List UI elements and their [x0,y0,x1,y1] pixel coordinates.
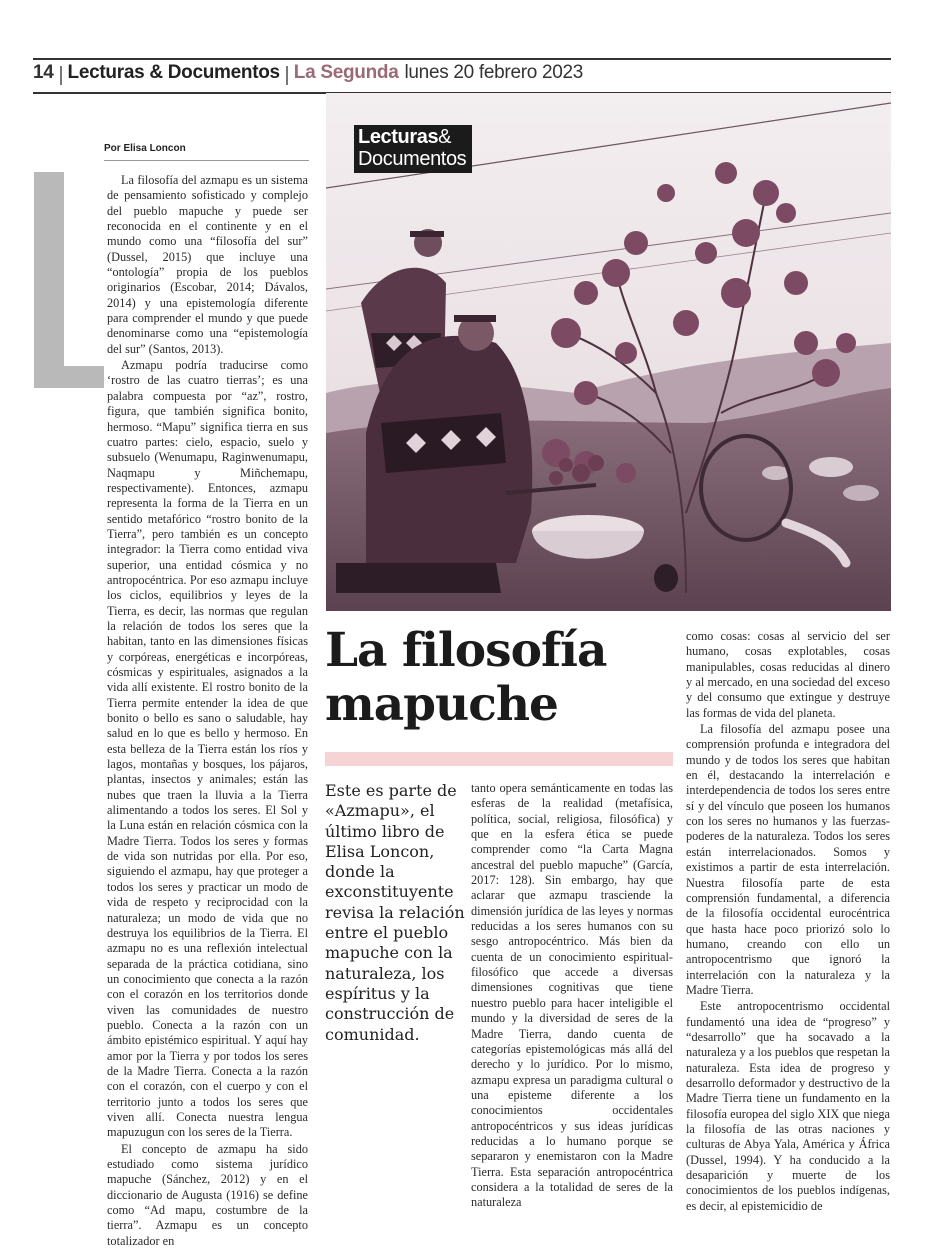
deck: Este es parte de «Azmapu», el último libro de Elisa Loncon, donde la exconstituyente revisa la relación entre el pueblo mapuche con la naturaleza, los espíritus y la construcción de comunidad. [325,781,465,1044]
issue-date: lunes 20 febrero 2023 [404,62,584,83]
headline-accent-bar [325,752,673,766]
article-column-1 [107,173,308,1250]
newspaper-name: La Segunda [293,62,399,83]
badge-line1: Lecturas [358,126,439,148]
article-paragraph: tanto opera semánticamente en todas las esferas de la realidad (metafísica, política, social, religiosa, filosófica) y que en la esfera ética se puede comprender como “la Carta Magna ancestral del pueblo mapuche” (García, 2017: 128). Sin embargo, hay que aclarar que azmapu trasciende la dimensión jurídica de las leyes y normas reducidas a los seres humanos con su sesgo antropocéntrico. Más bien da cuenta de un conocimiento espiritual-filosófico que accede a diversas dimensiones cognitivas que tiene nuestro pueblo para hacer inteligible el mundo y la diversidad de seres de la Madre Tierra, dando cuenta de categorías epistemológicas más allá del derecho y lo jurídico. Por lo mismo, azmapu expresa un paradigma cultural o una episteme diferente a los conocimientos occidentales antropocéntricos y sus ideas jurídicas reducidas a lo humano porque se separaron y enemistaron con la Madre Tierra. Esta separación antropocéntrica considera a la totalidad de seres de la naturaleza [471,781,673,1210]
section-title: Lecturas & Documentos [67,62,280,83]
article-paragraph: El concepto de azmapu ha sido estudiado como sistema jurídico mapuche (Sánchez, 2012) y en el diccionario de Augusta (1916) se define como “Ad mapu, costumbre de la tierra”. Azmapu es un concepto totalizador en [107,1141,308,1248]
byline: Por Elisa Loncon [104,143,309,161]
article-paragraph: como cosas: cosas al servicio del ser humano, cosas explotables, cosas manipulables, cosas reducidas al dinero y al mercado, en una sociedad del exceso y del consumo que extingue y destruye las formas de vida del planeta. [686,629,890,720]
masthead-separator [60,66,62,85]
article-column-3 [471,781,673,1212]
badge-ampersand: & [438,126,452,148]
masthead-top-rule [33,58,891,60]
masthead-separator [286,66,288,85]
masthead [33,62,891,88]
article-column-4 [686,629,890,1215]
badge-line2: Documentos [358,148,467,170]
article-paragraph: La filosofía del azmapu posee una comprensión profunda e integradora del mundo y de todos los seres que habitan en él, destacando la interrelación e interdependencia de todos los seres entre sí y del vínculo que poseen los humanos con los seres no humanos y las fuerzas- poderes de la naturaleza. Todos los seres están interrelacionados. Somos y existimos a partir de esta interrelación. Nuestra filosofía parte de esta comprensión fundamental, a diferencia de la filosofía occidental eurocéntrica que hasta hace poco priorizó solo lo humano, creando con ello un antropocentrismo que ignoró la interrelación con la naturaleza y la Madre Tierra. [686,722,890,997]
headline: La filosofía mapuche [325,623,607,732]
page-number: 14 [33,62,54,83]
article-paragraph: Este antropocentrismo occidental fundamentó una idea de “progreso” y “desarrollo” que ha socavado a la naturaleza y a los pueblos que respetan la naturaleza. Esta idea de progreso y desarrollo deformador y destructivo de la Madre Tierra tiene un fundamento en la filosofía europea del siglo XIX que niega la filosofía de las otras naciones y culturas de Abya Yala, América y África (Dussel, 1994). Y ha conducido a la desaparición y muerte de los conocimientos de los pueblos indígenas, es decir, al epistemicidio de [686,999,890,1213]
article-paragraph: Azmapu podría traducirse como ‘rostro de las cuatro tierras’; es una palabra compuesta por “az”, rostro, figura, que también significa bonito, hermoso. “Mapu” significa tierra en sus cuatro partes: cielo, espacio, suelo y subsuelo (Wenumapu, Raginwenumapu, Naqmapu y Miñchemapu, respectivamente). Entonces, azmapu representa la forma de la Tierra en un sentido metafórico “rostro bonito de la Tierra”, pero también es un concepto integrador: la Tierra como entidad viva superior, una entidad cósmica y no antropocéntrica. Por eso azmapu incluye los ciclos, equilibrios y leyes de la Tierra, es decir, las normas que regulan la relación de todos los seres que la habitan, tanto en las dimensiones físicas y corpóreas, energéticas e incorpóreas, cósmicas y espirituales, asignados a la vida allí existente. El rostro bonito de la Tierra permite entender la idea de que bonito o bello es sano o saludable, hay salud en lo que es bello y hermoso. En esta belleza de la Tierra están los ríos y lagos, montañas y bosques, los pájaros, plantas, insectos y animales; están las nubes que traen la lluvia a la Tierra alimentando a todos los seres. El Sol y la Luna están en relación cósmica con la Madre Tierra. Todos los seres y formas de vida son nutridas por ella. Por eso, siguiendo el azmapu, hay que proteger a todos los seres y practicar un modo de vida de respeto y reciprocidad con la naturaleza; un modo de vida que no destruya los equilibrios de la Tierra. El azmapu no es una reflexión intelectual separada de la práctica cotidiana, sino un conocimiento que conecta a la razón con el corazón en los territorios donde viven las comunidades de nuestro pueblo. Conecta a la razón con un ámbito epistémico espiritual. Y aquí hay amor por la Tierra y por todos los seres de la Madre Tierra. Conecta a la razón con el corazón, con el cuerpo y con el territorio junto a todos los seres que viven allí. Conecta nuestra lengua mapuzugun con los seres de la Tierra. [107,358,308,1140]
ceremony-photo [326,93,891,611]
article-paragraph: La filosofía del azmapu es un sistema de pensamiento sofisticado y complejo del pueblo mapuche y puede ser reconocida en el continente y en el mundo como una “filosofía del sur” (Dussel, 2015) que incluye una “ontología” propia de los pueblos originarios (Escobar, 2014; Dávalos, 2014) y una epistemología diferente para comprender el mundo y que puede denominarse como una “epistemología del sur” (Santos, 2013). [107,173,308,356]
drop-cap-l [34,172,104,388]
section-badge [354,125,472,173]
